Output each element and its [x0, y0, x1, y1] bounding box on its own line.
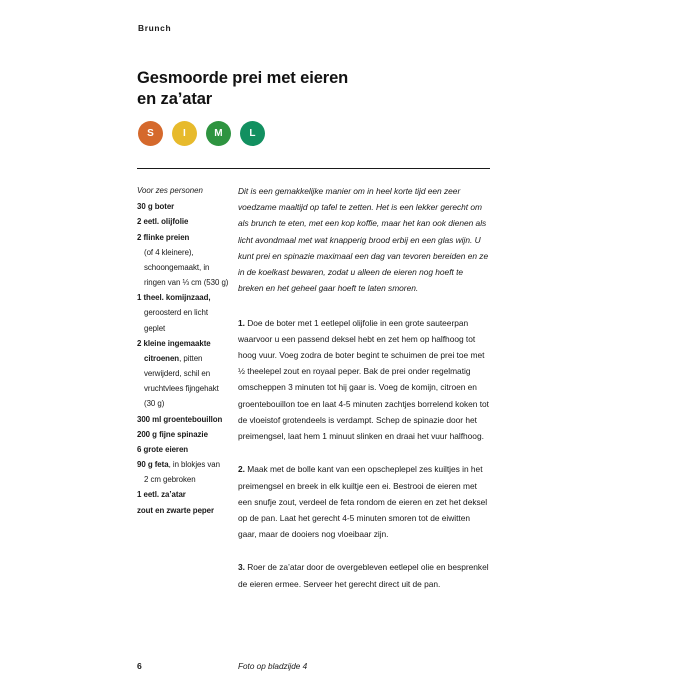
method-steps — [238, 315, 490, 592]
ingredient-quantity: 1 eetl. za’atar — [137, 490, 186, 500]
recipe-title-line-1: Gesmoorde prei met eieren — [137, 69, 349, 87]
header-divider — [137, 168, 490, 169]
ingredient-quantity: 200 g fijne spinazie — [137, 429, 208, 439]
ingredient-continuation: 2 cm gebroken — [144, 475, 196, 485]
ingredient-item — [137, 230, 235, 291]
method-column — [238, 183, 490, 609]
method-step-text: Maak met de bolle kant van een opscheplepel zes kuiltjes in het preimengsel en breek in elk kuiltje een ei. Bestrooi de eieren met een snufje zout, verdeel de feta rondom de eieren en zet het deksel op de pan. Laat het gerecht 4-5 minuten smoren tot de eiwitten gaar, maar de dooiers nog vloeibaar zijn. — [238, 464, 488, 540]
method-step — [238, 559, 490, 591]
page-number: 6 — [137, 661, 142, 671]
diet-badge-l-label: L — [249, 127, 256, 139]
ingredient-item — [137, 199, 235, 214]
diet-badge-group — [138, 121, 265, 146]
ingredient-continuation: citroenen, pitten — [144, 353, 203, 363]
ingredient-quantity: 300 ml groentebouillon — [137, 414, 223, 424]
diet-badge-l — [240, 121, 265, 146]
method-step-number: 1. — [238, 317, 245, 328]
ingredient-continuation: ringen van ⅓ cm (530 g) — [144, 278, 229, 288]
method-step-number: 3. — [238, 562, 245, 573]
method-step-number: 2. — [238, 464, 245, 475]
ingredient-item — [137, 290, 235, 336]
ingredient-continuation: geplet — [144, 323, 166, 333]
ingredient-item — [137, 503, 235, 518]
recipe-title-line-2: en za’atar — [137, 90, 213, 109]
ingredient-item — [137, 427, 235, 442]
ingredient-continuation: schoongemaakt, in — [144, 262, 210, 272]
ingredient-quantity: 2 flinke preien — [137, 232, 190, 242]
ingredient-quantity: 2 kleine ingemaakte — [137, 338, 211, 348]
ingredient-quantity: zout en zwarte peper — [137, 505, 215, 515]
ingredient-continuation: vruchtvlees fijngehakt — [144, 384, 219, 394]
ingredient-item — [137, 457, 235, 487]
diet-badge-s-label: S — [147, 127, 154, 139]
photo-reference: Foto op bladzijde 4 — [238, 662, 308, 671]
ingredient-continuation: (of 4 kleinere), — [144, 247, 194, 257]
ingredient-note: , in blokjes van — [168, 460, 220, 470]
ingredient-quantity: 6 grote eieren — [137, 444, 189, 454]
method-step-text: Roer de za’atar door de overgebleven eetlepel olie en besprenkel de eieren ermee. Serveer het gerecht direct uit de pan. — [238, 562, 489, 589]
ingredients-list — [137, 199, 235, 518]
method-step — [238, 315, 490, 445]
diet-badge-i — [172, 121, 197, 146]
ingredient-quantity: 30 g boter — [137, 202, 175, 212]
recipe-intro: Dit is een gemakkelijke manier om in heel korte tijd een zeer voedzame maaltijd op tafel te zetten. Het is een lekker gerecht om als brunch te eten, met een kop koffie, maar het kan ook dienen als licht avondmaal met wat knapperig brood erbij en een glas wijn. U kunt prei en spinazie maximaal een dag van tevoren bereiden en ze in de koelkast bewaren, zodat u alleen de eieren nog hoeft te breken en het geheel gaar hoeft te laten smoren. — [238, 186, 489, 294]
method-step — [238, 461, 490, 542]
ingredient-quantity: 90 g feta — [137, 460, 169, 470]
ingredient-quantity: 1 theel. komijnzaad, — [137, 293, 211, 303]
ingredient-quantity: 2 eetl. olijfolie — [137, 217, 189, 227]
ingredient-continuation: verwijderd, schil en — [144, 369, 211, 379]
diet-badge-m-label: M — [214, 127, 223, 139]
diet-badge-i-label: I — [183, 127, 186, 139]
ingredient-item — [137, 214, 235, 229]
servings-label: Voor zes personen — [137, 186, 203, 195]
diet-badge-s — [138, 121, 163, 146]
ingredient-item — [137, 487, 235, 502]
page-title — [137, 68, 467, 110]
diet-badge-m — [206, 121, 231, 146]
ingredient-item — [137, 442, 235, 457]
method-step-text: Doe de boter met 1 eetlepel olijfolie in een grote sauteerpan waarvoor u een passend deksel hebt en zet hem op halfhoog tot hoog vuur. Voeg zodra de boter begint te schuimen de prei toe met ½ theelepel zout en royaal peper. Bak de prei onder regelmatig omscheppen 3 minuten tot hij gaar is. Voeg de komijn, citroen en groentebouillon toe en laat 4-5 minuten zachtjes borrelend koken tot de vloeistof grotendeels is verdampt. Schep de spinazie door het preimengsel, laat hem 1 minuut slinken en draai het vuur halfhoog. — [238, 317, 489, 442]
ingredient-item — [137, 336, 235, 412]
ingredient-continuation-emphasis: citroenen — [144, 353, 180, 363]
ingredient-continuation: (30 g) — [144, 399, 165, 409]
ingredients-column — [137, 183, 235, 518]
ingredient-item — [137, 412, 235, 427]
ingredient-continuation: geroosterd en licht — [144, 308, 208, 318]
running-head: Brunch — [138, 23, 172, 33]
